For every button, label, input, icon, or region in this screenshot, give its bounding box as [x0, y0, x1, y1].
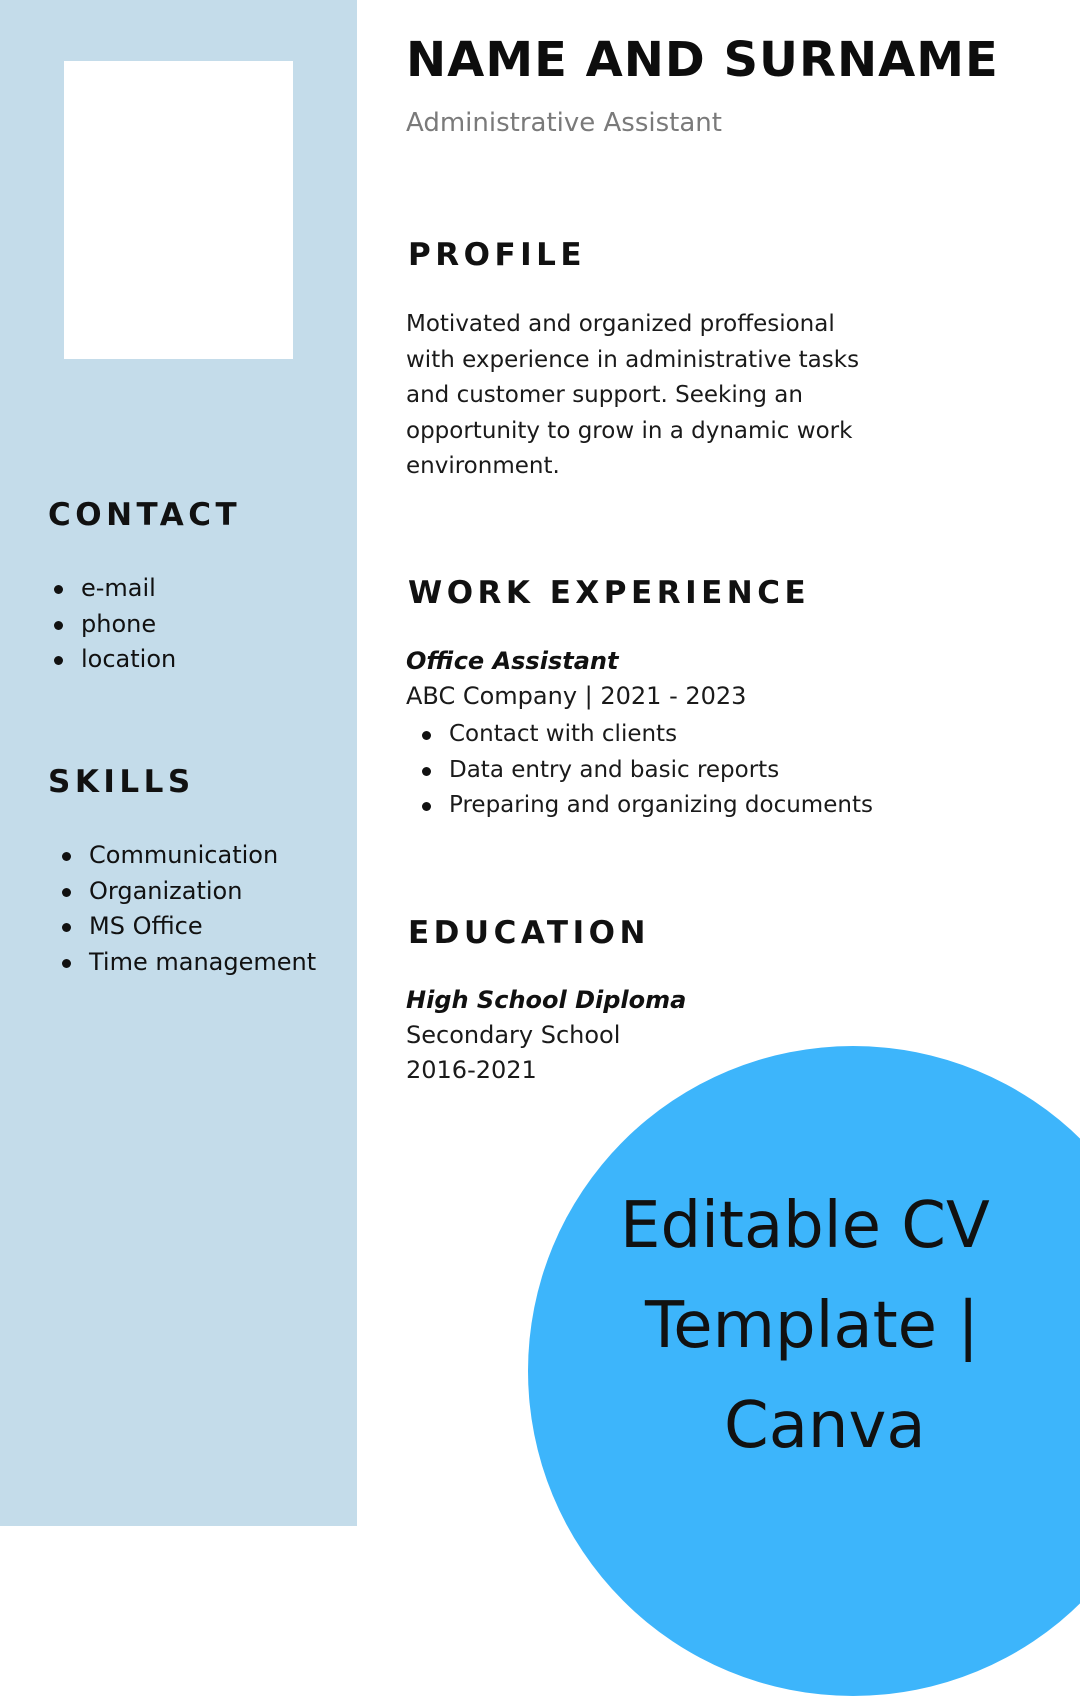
- contact-item-location: location: [81, 642, 176, 678]
- work-experience-heading: WORK EXPERIENCE: [408, 575, 811, 611]
- promo-circle: [528, 1046, 1080, 1696]
- education-heading: EDUCATION: [408, 915, 650, 951]
- promo-text-line-3: Canva: [724, 1389, 926, 1463]
- work-duties-list: [449, 717, 873, 824]
- education-degree: High School Diploma: [406, 986, 687, 1014]
- work-company-dates: ABC Company | 2021 - 2023: [406, 682, 747, 710]
- skill-item: MS Office: [89, 909, 316, 945]
- skill-item: Communication: [89, 838, 316, 874]
- work-duty-item: Preparing and organizing documents: [449, 788, 873, 824]
- skills-list: [89, 838, 316, 980]
- work-duty-item: Data entry and basic reports: [449, 753, 873, 789]
- education-years: 2016-2021: [406, 1056, 537, 1084]
- contact-heading: CONTACT: [48, 497, 242, 533]
- skill-item: Time management: [89, 945, 316, 981]
- skills-heading: SKILLS: [48, 764, 195, 800]
- contact-item-phone: phone: [81, 607, 176, 643]
- profile-text: Motivated and organized proffesional with experience in administrative tasks and customer support. Seeking an opportunity to grow in a dynamic work environment.: [406, 311, 860, 479]
- promo-text-line-2: Template |: [645, 1289, 979, 1363]
- contact-item-email: e-mail: [81, 571, 176, 607]
- work-job-title: Office Assistant: [406, 647, 619, 675]
- photo-placeholder: [64, 61, 293, 359]
- promo-text-line-1: Editable CV: [620, 1189, 990, 1263]
- skill-item: Organization: [89, 874, 316, 910]
- education-school: Secondary School: [406, 1021, 621, 1049]
- profile-heading: PROFILE: [408, 237, 587, 273]
- candidate-name: NAME AND SURNAME: [406, 32, 999, 88]
- sidebar: [0, 0, 357, 1526]
- job-title: Administrative Assistant: [406, 108, 722, 138]
- work-duty-item: Contact with clients: [449, 717, 873, 753]
- contact-list: [81, 571, 176, 678]
